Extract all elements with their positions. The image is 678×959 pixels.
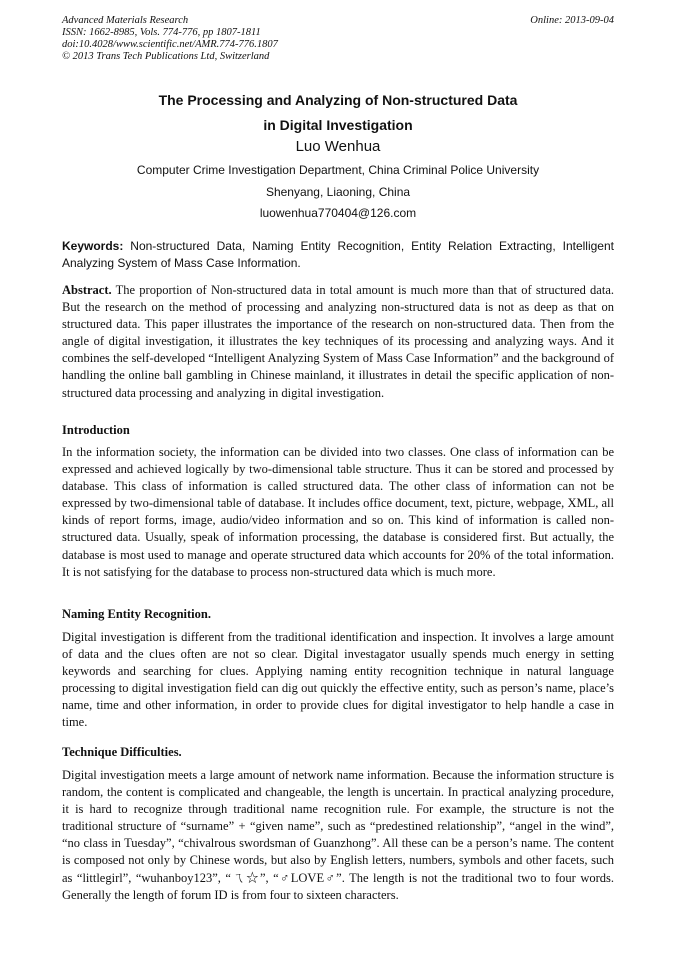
abstract-paragraph xyxy=(62,282,614,402)
affiliation xyxy=(62,160,614,225)
journal-name: Advanced Materials Research xyxy=(62,15,189,26)
author-email: luowenhua770404@126.com xyxy=(259,206,417,220)
issn-line: ISSN: 1662-8985, Vols. 774-776, pp 1807-1811 xyxy=(62,27,261,38)
section-body-technique-difficulties: Digital investigation meets a large amount of network name information. Because the information structure is random, the content is complicated and changeable, the length is uncertain. In practical analyzing procedure, it is hard to recognize through traditional name recognition rule. For example, the structure is not the traditional structure of “surname” + “given name”, such as “predestined relationship”, “angel in the wind”, “no class in Tuesday”, “chivalrous swordsman of Guanzhong”. All these can be a person’s name. The content is composed not only by Chinese words, but also by English letters, numbers, symbols and other facets, such as “littlegirl”, “wuhanboy123”, “ㄟ☆”, “♂LOVE♂”. The length is not the traditional two to four words. Generally the length of forum ID is from four to sixteen characters. xyxy=(62,768,614,902)
section-heading-technique-difficulties: Technique Difficulties. xyxy=(62,745,182,759)
section-body-naming-entity-recognition: Digital investigation is different from the traditional identification and inspection. It involves a large amount of data and the clues often are not so clear. Digital investagator usually spends much energy in setting keywords and searching for clues. Applying naming entity recognition technique in natural language processing to digital investigation field can dig out quickly the effective entity, such as person’s name, place’s name, time and other information, in order to provide clues for digital investigator to help handle a case in time. xyxy=(62,630,614,730)
copyright-line: © 2013 Trans Tech Publications Ltd, Switzerland xyxy=(62,51,270,62)
keywords-text: Non-structured Data, Naming Entity Recognition, Entity Relation Extracting, Intelligent Analyzing System of Mass Case Information. xyxy=(62,239,614,270)
section-heading-naming-entity-recognition: Naming Entity Recognition. xyxy=(62,607,211,621)
section-body-introduction: In the information society, the information can be divided into two classes. One class of information can be expressed and achieved logically by two-dimensional table structure. Thus it can be stored and processed by database. This class of information is called structured data. The other class of information can not be expressed by two-dimensional table of database. It includes office document, text, picture, webpage, XML, all kinds of report forms, image, audio/video information and so on. This kind of information is called non-structured data. Usually, speak of information processing, the database is considered first. But actually, the database is most used to manage and operate structured data which accounts for 20% of the total information. It is not satisfying for the database to process non-structured data which is much more. xyxy=(62,445,614,579)
affiliation-department: Computer Crime Investigation Department, China Criminal Police University xyxy=(136,163,540,177)
keywords-label: Keywords: xyxy=(62,239,124,253)
abstract-text: The proportion of Non-structured data in total amount is much more than that of structured data. But the research on the method of processing and analyzing non-structured data is not as deep as that on structured data. This paper illustrates the importance of the research on non-structured data. Then from the angle of digital investigation, it illustrates the key techniques of its processing and analyzing ways. And it combines the self-developed “Intelligent Analyzing System of Mass Case Information” and the background of handling the online ball gambling in Chinese mainland, it illustrates in detail the specific application of non-structured data processing and analyzing in digital investigation. xyxy=(62,283,614,400)
author-name: Luo Wenhua xyxy=(295,138,381,155)
journal-header xyxy=(62,15,422,63)
paper-title xyxy=(62,88,614,138)
doi-line: doi:10.4028/www.scientific.net/AMR.774-776.1807 xyxy=(62,39,278,50)
affiliation-location: Shenyang, Liaoning, China xyxy=(265,184,411,199)
section-heading-introduction: Introduction xyxy=(62,423,130,437)
title-line-2: in Digital Investigation xyxy=(263,117,413,133)
keywords-paragraph xyxy=(62,238,614,272)
title-line-1: The Processing and Analyzing of Non-structured Data xyxy=(158,92,518,108)
online-date: Online: 2013-09-04 xyxy=(530,15,614,26)
abstract-label: Abstract. xyxy=(62,283,112,297)
